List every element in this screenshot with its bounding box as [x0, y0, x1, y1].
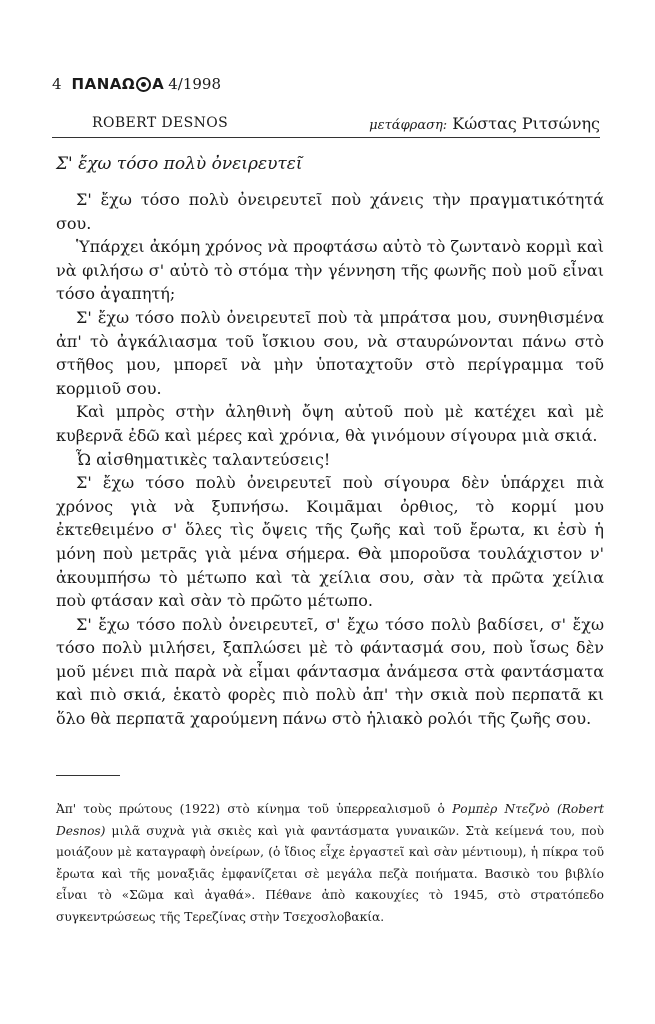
poem-paragraph: Σ' ἔχω τόσο πολὺ ὀνειρευτεῖ ποὺ χάνεις τὴν πραγματικότητά σου. — [56, 190, 604, 233]
header-rule — [52, 137, 600, 138]
footnote-text-start: Ἀπ' τοὺς πρώτους (1922) στὸ κίνημα τοῦ ὑπερρεαλισμοῦ ὁ — [56, 802, 453, 816]
poem-paragraph: Σ' ἔχω τόσο πολὺ ὀνειρευτεῖ ποὺ σίγουρα δὲν ὑπάρχει πιὰ χρόνος γιὰ νὰ ξυπνήσω. Κοιμᾶμαι ὀρθιος, τὸ κορμί μου ἐκτεθειμένο σ' ὅλες τὶς ὄψεις τῆς ζωῆς καὶ τοῦ ἔρωτα, κι ἐσὺ ἡ μόνη ποὺ μετρᾶς γιὰ μένα σήμερα. Θὰ μποροῦσα τουλάχιστον ν' ἀκουμπήσω τὸ μέτωπο καὶ τὰ χείλια σου, σὰν τὰ πρῶτα χείλια ποὺ φτάσαν καὶ σὰν τὸ πρῶτο μέτωπο. — [56, 473, 604, 611]
footnote-author-name: Ρομπὲρ Ντεζνὸ (Robert Desnos) — [56, 802, 604, 838]
translator-name: Κώστας Ριτσώνης — [452, 114, 600, 133]
translator-credit — [369, 114, 600, 133]
poem-paragraph: Ὑπάρχει ἀκόμη χρόνος νὰ προφτάσω αὐτὸ τὸ ζωντανὸ κορμὶ καὶ νὰ φιλήσω σ' αὐτὸ τὸ στόμα τὴν γέννηση τῆς φωνῆς ποὺ μοῦ εἶναι τόσο ἀγαπητή; — [56, 237, 604, 304]
poem-paragraph: Σ' ἔχω τόσο πολὺ ὀνειρευτεῖ ποὺ τὰ μπράτσα μου, συνηθισμένα ἀπ' τὸ ἀγκάλιασμα τοῦ ἴσκιου σου, νὰ σταυρώνονται πάνω στὸ στῆθος μου, μπορεῖ νὰ μὴν ὑποταχτοῦν στὸ περίγραμμα τοῦ κορμιοῦ σου. — [56, 307, 604, 398]
poem-title: Σ' ἔχω τόσο πολὺ ὀνειρευτεῖ — [56, 154, 303, 174]
footnote-text-end: μιλᾶ συχνὰ γιὰ σκιὲς καὶ γιὰ φαντάσματα γυναικῶν. Στὰ κείμενά του, ποὺ μοιάζουν μὲ καταγραφὴ ὀνείρων, (ὁ ἴδιος εἶχε ἐργαστεῖ καὶ σὰν μέντιουμ), ἡ πίκρα τοῦ ἔρωτα καὶ τῆς μοναξιᾶς ἐμφανίζεται σὲ μεγάλα πεζὰ ποιήματα. Βασικὸ του βιβλίο εἶναι τὸ «Σῶμα καὶ ἀγαθά». Πέθανε ἀπὸ κακουχίες τὸ 1945, στὸ στρατόπεδο συγκεντρώσεως τῆς Τερεζίνας στὴν Τσεχοσλοβακία. — [56, 823, 604, 924]
poem-body — [56, 188, 604, 731]
issue-number: 4/1998 — [168, 75, 222, 93]
footnote-paragraph — [56, 799, 604, 928]
translator-label: μετάφραση: — [369, 118, 448, 133]
magazine-title-part1: ΠΑΝΑΩ — [71, 75, 136, 93]
poem-paragraph: Σ' ἔχω τόσο πολὺ ὀνειρευτεῖ, σ' ἔχω τόσο πολὺ βαδίσει, σ' ἔχω τόσο πολὺ μιλήσει, ξαπλώσει μὲ τὸ φάντασμά σου, ποὺ ἴσως δὲν μοῦ μένει πιὰ παρὰ νὰ εἶμαι φάντασμα ἀνάμεσα στὰ φαντάσματα καὶ πιὸ σκιά, ἑκατὸ φορὲς πιὸ πολὺ ἀπ' τὴν σκιὰ ποὺ περπατᾶ κι ὅλο θὰ περπατᾶ χαρούμενη πάνω στὸ ἡλιακὸ ρολόι τῆς ζωῆς σου. — [56, 614, 604, 729]
author-name: ROBERT DESNOS — [92, 115, 229, 131]
running-header — [52, 74, 221, 93]
poem-paragraph: Καὶ μπρὸς στὴν ἀληθινὴ ὄψη αὐτοῦ ποὺ μὲ κατέχει καὶ μὲ κυβερνᾶ ἐδῶ καὶ μέρες καὶ χρόνια, θὰ γινόμουν σίγουρα μιὰ σκιά. — [56, 402, 604, 445]
page-number: 4 — [52, 75, 62, 93]
footnote-rule — [56, 775, 120, 776]
magazine-logo-icon — [136, 77, 151, 92]
magazine-title — [72, 75, 165, 93]
footnote — [56, 799, 604, 928]
poem-paragraph: Ὦ αἰσθηματικὲς ταλαντεύσεις! — [76, 449, 331, 469]
magazine-title-part2: Α — [152, 75, 165, 93]
